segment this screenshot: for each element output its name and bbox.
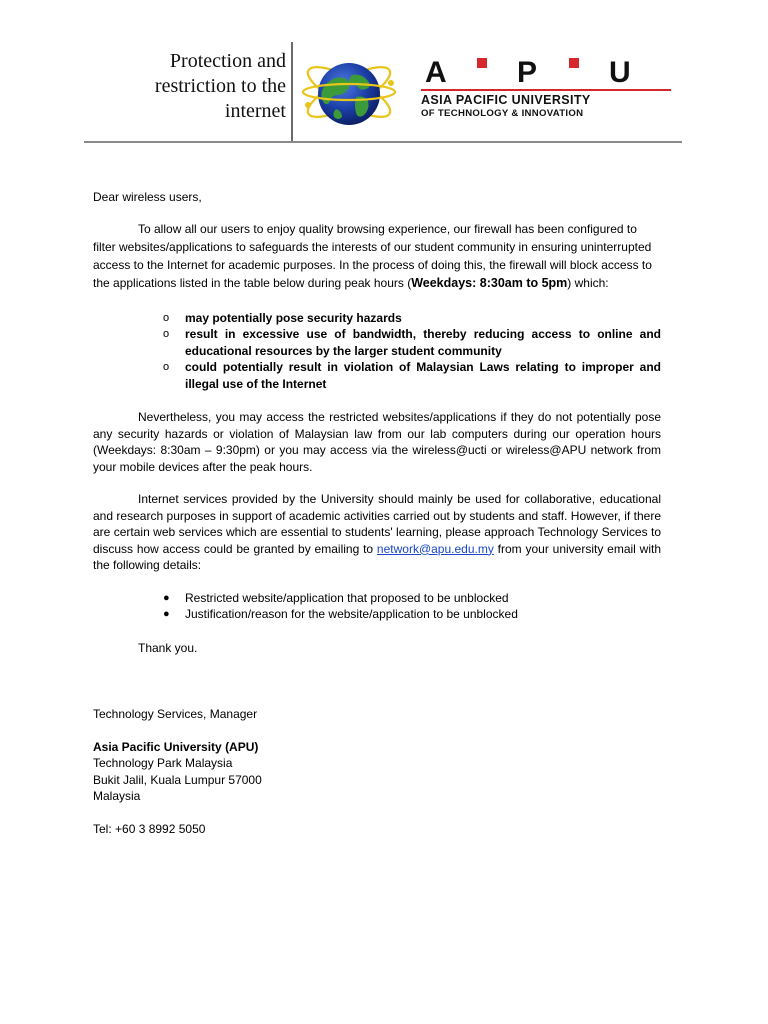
reason-text: may potentially pose security hazards <box>185 310 402 325</box>
email-link[interactable]: network@apu.edu.my <box>376 541 494 556</box>
detail-text: Justification/reason for the website/application to be unblocked <box>185 607 518 622</box>
list-item <box>163 326 661 359</box>
title-line: restriction to the <box>154 75 286 97</box>
logo-dot-icon <box>569 58 579 68</box>
address-line: Bukit Jalil, Kuala Lumpur 57000 <box>93 772 262 787</box>
logo-letter: U <box>609 56 632 89</box>
address-line: Malaysia <box>93 789 141 804</box>
signer-title: Technology Services, Manager <box>93 707 258 722</box>
peak-hours: Weekdays: 8:30am to 5pm <box>411 276 568 291</box>
logo-dot-icon <box>477 58 487 68</box>
access-paragraph: Nevertheless, you may access the restricted websites/applications if they do not potentially pose any security hazards or violation of Malaysian law from our lab computers during our operation hours (Weekdays: 8:30am – 9:30pm) or you may access via the wireless@ucti or wireless@APU network from your mobile devices after the peak hours. <box>93 410 661 474</box>
services-paragraph <box>93 491 661 574</box>
logo-letter: A <box>425 56 448 89</box>
list-item <box>163 606 661 623</box>
header-divider <box>291 42 293 142</box>
circle-bullet-icon: o <box>163 361 170 374</box>
telephone: Tel: +60 3 8992 5050 <box>93 821 206 836</box>
letter-body <box>93 189 661 837</box>
logo-rule <box>421 89 671 91</box>
closing: Thank you. <box>138 640 198 655</box>
list-item <box>163 359 661 392</box>
address-line: Technology Park Malaysia <box>93 756 233 771</box>
reasons-list <box>93 310 661 393</box>
title-line: Protection and <box>169 50 286 72</box>
apu-wordmark <box>421 58 671 88</box>
reason-text: result in excessive use of bandwidth, thereby reducing access to online and educational resources by the larger student community <box>185 327 661 358</box>
organization-name: Asia Pacific University (APU) <box>93 739 259 754</box>
title-line: internet <box>224 100 286 122</box>
list-item <box>163 590 661 607</box>
reason-text: could potentially result in violation of Malaysian Laws relating to improper and illegal use of the Internet <box>185 360 661 391</box>
intro-text: To allow all our users to enjoy quality browsing experience, our firewall has been configured to filter websites/applications to safeguards the interests of our student community in ensuring uninterrupted access to the Internet for academic purposes. In the process of doing this, the firewall will block access to the applications listed in the table below during peak hours ( <box>93 221 652 291</box>
details-list <box>93 590 661 623</box>
greeting: Dear wireless users, <box>93 190 202 204</box>
university-name: ASIA PACIFIC UNIVERSITY <box>421 93 591 107</box>
detail-text: Restricted website/application that proposed to be unblocked <box>185 590 509 605</box>
services-end: from your university email with the following details: <box>93 541 661 573</box>
circle-bullet-icon: o <box>163 328 170 341</box>
services-text: Internet services provided by the University should mainly be used for collaborative, educational and research purposes in support of academic activities carried out by students and staff. However, if there are certain web services which are essential to students' learning, please approach Technology Services to discuss how access could be granted by emailing to <box>93 492 661 556</box>
dot-bullet-icon: ● <box>163 591 170 604</box>
apu-logo <box>421 58 671 126</box>
document-title <box>84 49 286 124</box>
document-header <box>84 42 682 142</box>
logo-letter: P <box>517 56 539 89</box>
intro-paragraph <box>93 220 661 293</box>
university-subtitle: OF TECHNOLOGY & INNOVATION <box>421 108 584 119</box>
dot-bullet-icon: ● <box>163 608 170 621</box>
circle-bullet-icon: o <box>163 311 170 324</box>
globe-atom-logo-icon <box>300 45 398 139</box>
intro-end: ) which: <box>567 276 609 291</box>
header-underline <box>84 141 682 143</box>
list-item <box>163 310 661 327</box>
